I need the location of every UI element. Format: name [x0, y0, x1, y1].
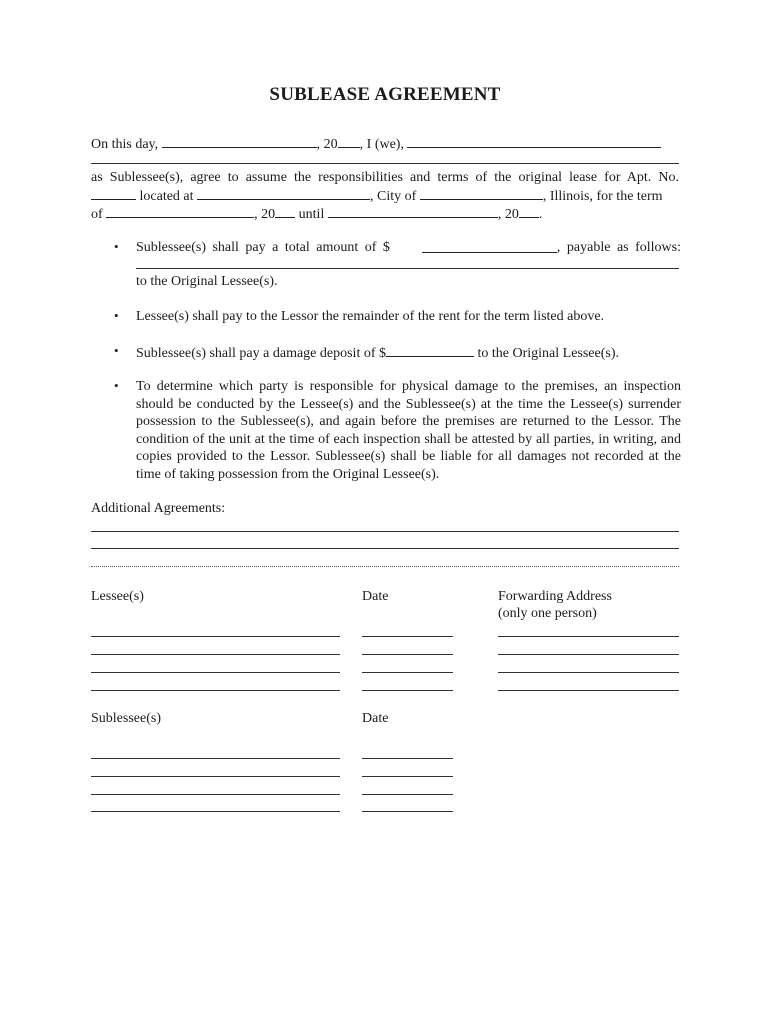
lessee-signature-line[interactable]	[91, 636, 340, 637]
sublessee-date-label: Date	[362, 711, 389, 726]
intro-line-2: as Sublessee(s), agree to assume the responsibilities and terms of the original lease for Apt. No.	[91, 170, 679, 185]
intro-line-1	[91, 134, 661, 154]
day-field[interactable]	[162, 134, 317, 148]
on-this-day-label: On this day,	[91, 137, 159, 152]
pay-total-label: Sublessee(s) shall pay a total amount of $	[136, 240, 390, 255]
lessee-pay-text: Lessee(s) shall pay to the Lessor the remainder of the rent for the term listed above.	[136, 309, 605, 324]
payment-terms-line[interactable]	[136, 268, 679, 269]
term-start-year-label: , 20	[254, 207, 276, 222]
document-title: SUBLEASE AGREEMENT	[269, 84, 501, 105]
pay-total-line	[136, 239, 681, 257]
total-amount-field[interactable]	[422, 239, 557, 253]
lessee-signature-line[interactable]	[91, 672, 340, 673]
bullet-3: •	[114, 343, 119, 358]
additional-line-2[interactable]	[91, 548, 679, 549]
sublessee-signature-line[interactable]	[91, 811, 340, 812]
lessee-date-line[interactable]	[362, 690, 453, 691]
forwarding-address-line[interactable]	[498, 636, 679, 637]
lessee-signature-line[interactable]	[91, 690, 340, 691]
lessee-date-line[interactable]	[362, 636, 453, 637]
deposit-to-label: to the Original Lessee(s).	[477, 346, 620, 361]
i-we-label: , I (we),	[359, 137, 404, 152]
only-one-person-label: (only one person)	[498, 606, 597, 621]
forwarding-address-line[interactable]	[498, 654, 679, 655]
lessee-date-line[interactable]	[362, 672, 453, 673]
term-end-year-label: , 20	[497, 207, 519, 222]
lessee-date-line[interactable]	[362, 654, 453, 655]
city-field[interactable]	[420, 186, 543, 200]
bullet-4: •	[114, 378, 119, 393]
illinois-label: , Illinois, for the term	[542, 189, 663, 204]
sublessee-signature-line[interactable]	[91, 758, 340, 759]
apt-number-field[interactable]	[91, 186, 136, 200]
name-field[interactable]	[407, 134, 661, 148]
to-original-lessee-label: to the Original Lessee(s).	[136, 274, 278, 289]
lessee-signature-line[interactable]	[91, 654, 340, 655]
located-at-label: located at	[139, 189, 194, 204]
additional-agreements-label: Additional Agreements:	[91, 501, 226, 516]
sublessee-signature-line[interactable]	[91, 776, 340, 777]
sublessee-label: Sublessee(s)	[91, 711, 161, 726]
lessee-date-label: Date	[362, 589, 389, 604]
address-field[interactable]	[197, 186, 370, 200]
intro-line-3	[91, 186, 679, 206]
term-period: .	[538, 207, 543, 222]
sublessee-date-line[interactable]	[362, 758, 453, 759]
additional-line-1[interactable]	[91, 531, 679, 532]
inspection-paragraph: To determine which party is responsible for physical damage to the premises, an inspection should be conducted by the Lessee(s) and the Sublessee(s) at the time the Lessee(s) surrender possession to the Sublessee(s), and again before the premises are returned to the Lessor. The condition of the unit at the time of each inspection shall be attested by all parties, in writing, and copies provided to the Lessor. Sublessee(s) shall be liable for all damages not recorded at the time of taking possession from the Original Lessee(s).	[136, 379, 681, 482]
bullet-1: •	[114, 239, 119, 254]
until-label: until	[298, 207, 325, 222]
term-end-field[interactable]	[328, 204, 498, 218]
deposit-line	[136, 343, 619, 363]
sublessee-date-line[interactable]	[362, 794, 453, 795]
deposit-label: Sublessee(s) shall pay a damage deposit of $	[136, 346, 386, 361]
forwarding-address-line[interactable]	[498, 672, 679, 673]
sublessee-date-line[interactable]	[362, 811, 453, 812]
forwarding-address-line[interactable]	[498, 690, 679, 691]
forwarding-address-label: Forwarding Address	[498, 589, 612, 604]
intro-line-4	[91, 204, 542, 224]
sublessee-signature-line[interactable]	[91, 794, 340, 795]
lessee-label: Lessee(s)	[91, 589, 144, 604]
bullet-2: •	[114, 308, 119, 323]
of-label: of	[91, 207, 103, 222]
year-field[interactable]	[338, 134, 360, 148]
additional-line-3[interactable]	[91, 566, 679, 567]
year-prefix-label: , 20	[316, 137, 338, 152]
city-of-label: , City of	[370, 189, 417, 204]
sublessee-date-line[interactable]	[362, 776, 453, 777]
term-end-year-field[interactable]	[519, 204, 539, 218]
term-start-year-field[interactable]	[275, 204, 295, 218]
name-continuation-line[interactable]	[91, 163, 679, 164]
deposit-amount-field[interactable]	[386, 343, 474, 357]
payable-label: , payable as follows:	[556, 240, 681, 255]
term-start-field[interactable]	[106, 204, 254, 218]
